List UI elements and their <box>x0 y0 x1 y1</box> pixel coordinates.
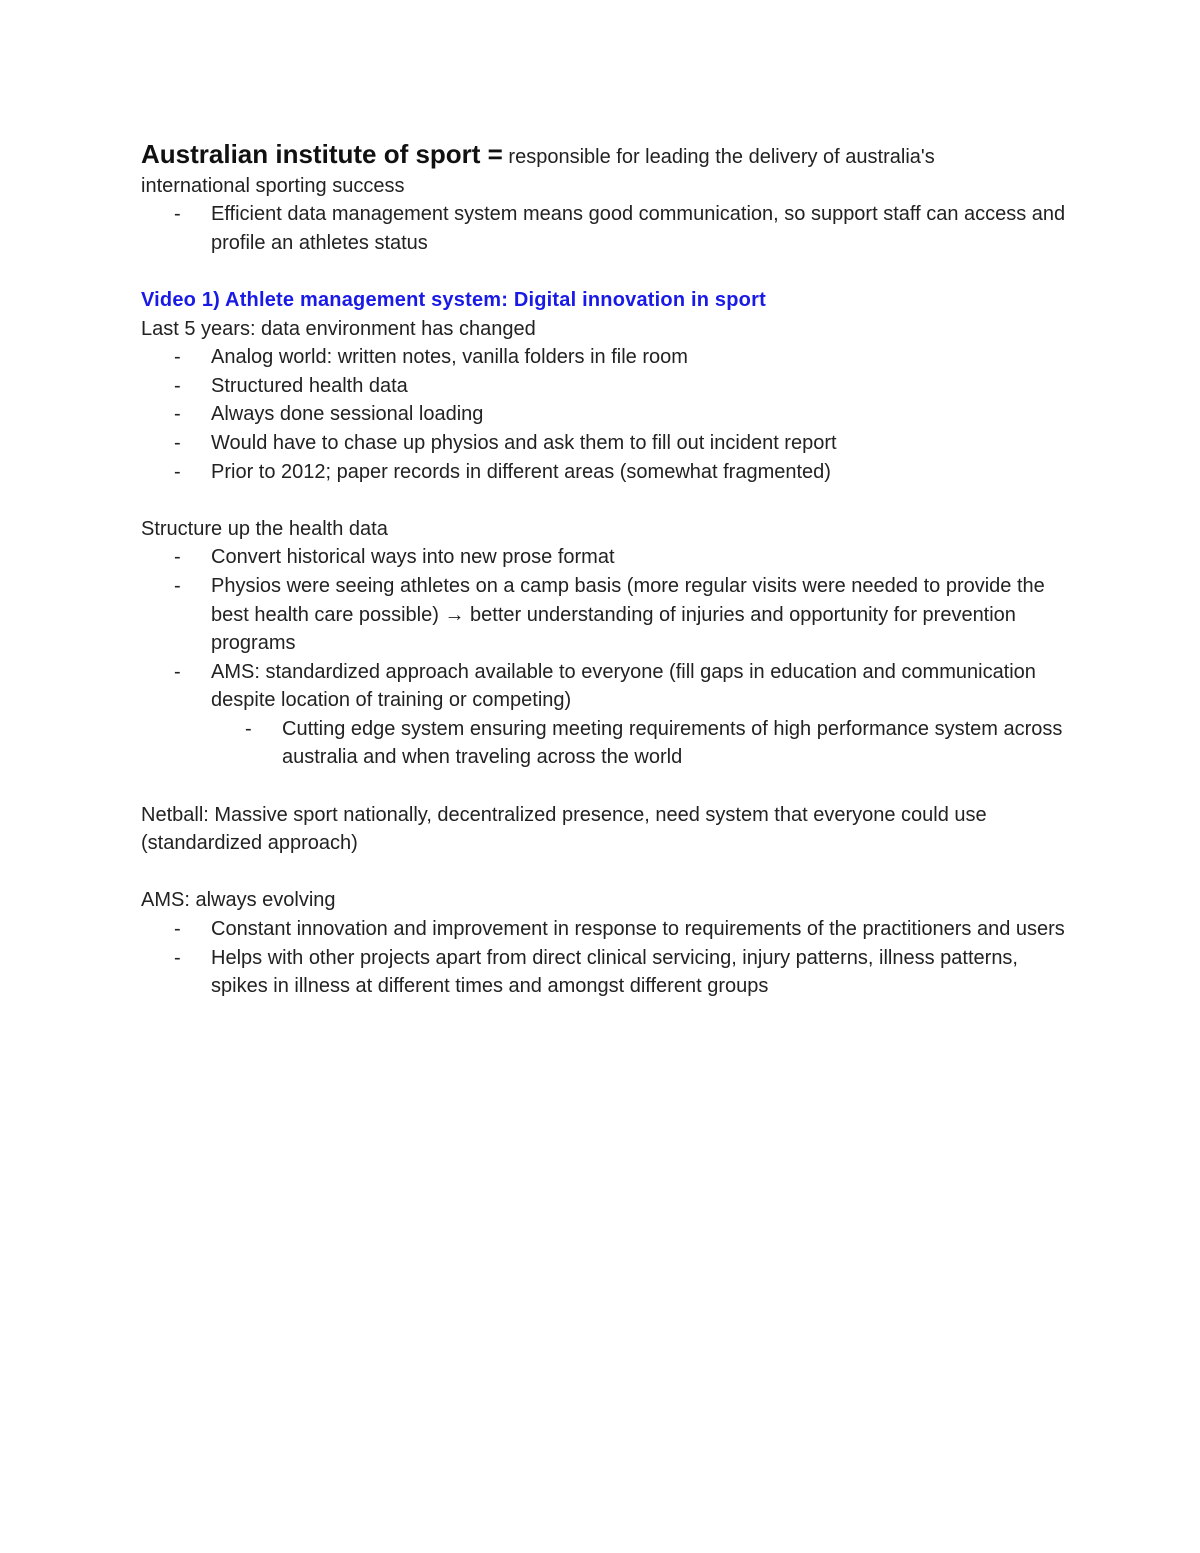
bullet-dash: - <box>245 717 252 740</box>
bullet-text: Constant innovation and improvement in response to requirements of the practitioners and users <box>211 918 1065 941</box>
netball-paragraph: Netball: Massive sport nationally, decentralized presence, need system that everyone could use (standardized approach) <box>141 803 987 855</box>
document-page <box>141 140 1071 1001</box>
bullet-text: Helps with other projects apart from direct clinical servicing, injury patterns, illness patterns, spikes in illness at different times and amongst different groups <box>211 946 1018 998</box>
bullet-text: Efficient data management system means good communication, so support staff can access and profile an athletes status <box>211 203 1066 254</box>
bullet-dash: - <box>174 431 181 454</box>
bullet-text: Structured health data <box>211 374 408 397</box>
section-heading: Video 1) Athlete management system: Digital innovation in sport <box>141 288 766 311</box>
bullet-dash: - <box>174 660 181 683</box>
bullet-dash: - <box>174 346 181 369</box>
list-item <box>141 458 1071 487</box>
spacer <box>141 772 1071 801</box>
bullet-text: Prior to 2012; paper records in different areas (somewhat fragmented) <box>211 460 831 483</box>
spacer <box>141 486 1071 515</box>
list-item <box>141 543 1071 572</box>
list-item <box>141 343 1071 372</box>
bullet-text: Would have to chase up physios and ask them to fill out incident report <box>211 431 837 454</box>
list-item <box>141 658 1071 715</box>
spacer <box>141 858 1071 887</box>
list-item <box>141 572 1071 658</box>
bullet-dash: - <box>174 374 181 397</box>
list-item <box>141 400 1071 429</box>
subheading: Structure up the health data <box>141 517 388 540</box>
list-item <box>141 944 1071 1001</box>
list-item <box>141 200 1071 257</box>
bullet-text: Physios were seeing athletes on a camp basis (more regular visits were needed to provide the best health care possible) → better understanding of injuries and opportunity for prevention programs <box>211 574 1045 655</box>
bullet-dash: - <box>174 918 181 941</box>
bullet-text: AMS: standardized approach available to everyone (fill gaps in education and communication despite location of training or competing) <box>211 660 1036 712</box>
bullet-dash: - <box>174 203 181 226</box>
subheading: AMS: always evolving <box>141 889 336 912</box>
bullet-text: Convert historical ways into new prose format <box>211 546 615 569</box>
bullet-text: Always done sessional loading <box>211 403 484 426</box>
intro-line <box>141 140 1071 172</box>
intro-line-2: international sporting success <box>141 174 405 197</box>
list-item <box>141 915 1071 944</box>
bullet-dash: - <box>174 574 181 597</box>
bullet-text: Analog world: written notes, vanilla folders in file room <box>211 346 688 369</box>
bullet-dash: - <box>174 546 181 569</box>
list-item <box>141 372 1071 401</box>
intro-title-rest: responsible for leading the delivery of australia's <box>502 146 935 168</box>
list-item-nested <box>141 715 1071 772</box>
bullet-text: Cutting edge system ensuring meeting requirements of high performance system across australia and when traveling across the world <box>282 717 1063 769</box>
subheading: Last 5 years: data environment has changed <box>141 317 536 340</box>
bullet-dash: - <box>174 403 181 426</box>
bullet-dash: - <box>174 460 181 483</box>
spacer <box>141 257 1071 286</box>
list-item <box>141 429 1071 458</box>
bullet-dash: - <box>174 946 181 969</box>
intro-title: Australian institute of sport = <box>141 139 503 169</box>
